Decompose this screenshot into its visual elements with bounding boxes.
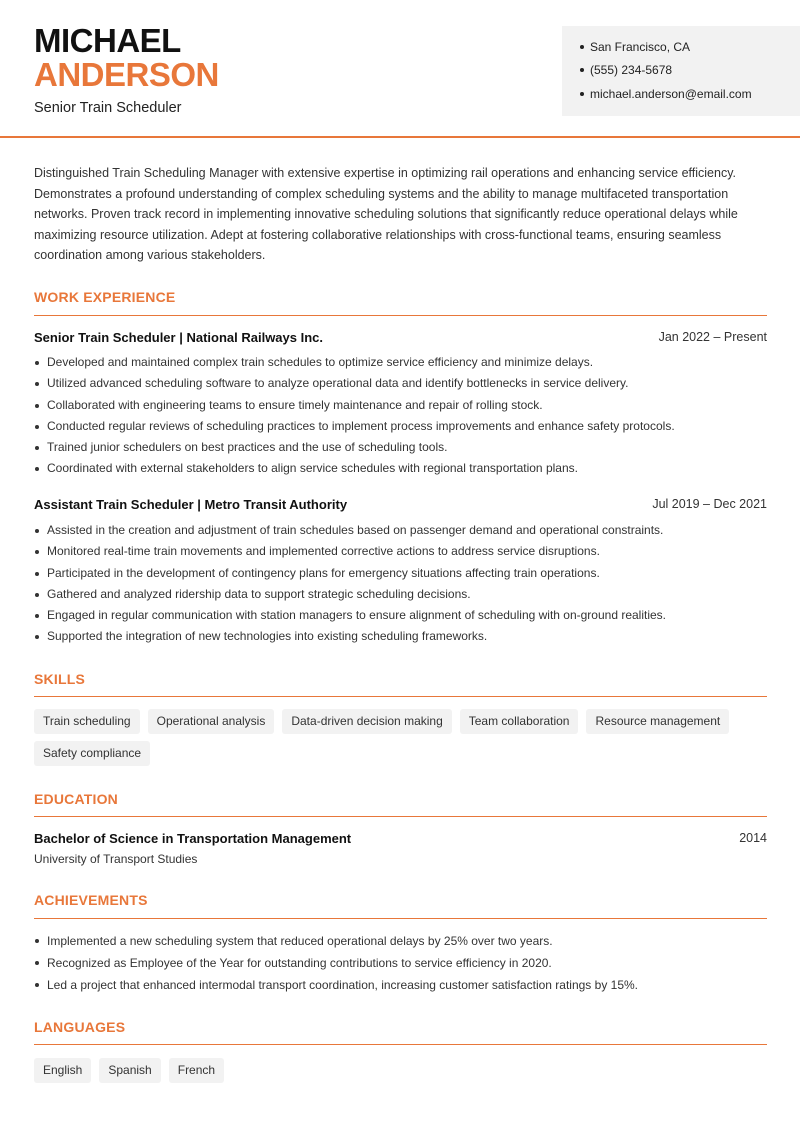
- section-divider: [34, 1044, 767, 1045]
- email-text: michael.anderson@email.com: [590, 87, 752, 101]
- skill-tag: Safety compliance: [34, 741, 150, 766]
- section-divider: [34, 696, 767, 697]
- languages-list: [34, 1058, 767, 1090]
- list-item: Participated in the development of contingency plans for emergency situations affecting train operations.: [34, 563, 767, 584]
- list-item: Supported the integration of new technologies into existing scheduling frameworks.: [34, 626, 767, 647]
- list-item: Developed and maintained complex train schedules to optimize service efficiency and minimize delays.: [34, 352, 767, 373]
- section-divider: [34, 816, 767, 817]
- section-title-languages: LANGUAGES: [34, 1019, 126, 1035]
- job-bullets: [34, 520, 767, 648]
- job-header: [34, 497, 767, 512]
- job-title: Senior Train Scheduler: [34, 100, 182, 116]
- section-title-work: WORK EXPERIENCE: [34, 289, 176, 305]
- list-item: Gathered and analyzed ridership data to support strategic scheduling decisions.: [34, 584, 767, 605]
- skill-tag: Operational analysis: [148, 709, 275, 734]
- location-text: San Francisco, CA: [590, 40, 691, 54]
- skill-tag: Data-driven decision making: [282, 709, 451, 734]
- job-role: Assistant Train Scheduler | Metro Transit Authority: [34, 497, 348, 512]
- list-item: Engaged in regular communication with station managers to ensure alignment of scheduling with on-ground realities.: [34, 605, 767, 626]
- list-item: Coordinated with external stakeholders to align service schedules with regional transportation plans.: [34, 458, 767, 479]
- section-title-achievements: ACHIEVEMENTS: [34, 892, 148, 908]
- skills-list: [34, 709, 767, 773]
- list-item: Recognized as Employee of the Year for outstanding contributions to service efficiency in 2020.: [34, 952, 767, 974]
- job-role: Senior Train Scheduler | National Railways Inc.: [34, 330, 324, 345]
- bullet-icon: [580, 45, 584, 49]
- language-tag: French: [169, 1058, 224, 1083]
- list-item: Collaborated with engineering teams to ensure timely maintenance and repair of rolling stock.: [34, 395, 767, 416]
- skill-tag: Team collaboration: [460, 709, 579, 734]
- job-dates: Jan 2022 – Present: [658, 330, 767, 344]
- job-bullets: [34, 352, 767, 480]
- contact-phone: [580, 63, 672, 77]
- section-divider: [34, 918, 767, 919]
- list-item: Implemented a new scheduling system that reduced operational delays by 25% over two years.: [34, 930, 767, 952]
- contact-location: [580, 40, 690, 54]
- summary: Distinguished Train Scheduling Manager with extensive expertise in optimizing rail operations and enhancing service efficiency. Demonstrates a profound understanding of complex scheduling systems and the ability to manage multifaceted transportation networks. Proven track record in implementing innovative scheduling solutions that significantly reduce operational delays while maximizing resource utilization. Adept at fostering collaborative relationships with cross-functional teams, ensuring seamless coordination among various stakeholders.: [34, 166, 738, 262]
- job-dates: Jul 2019 – Dec 2021: [652, 497, 767, 511]
- contact-email: [580, 87, 752, 101]
- education-school: University of Transport Studies: [34, 852, 198, 866]
- resume-header: [0, 0, 800, 138]
- education-degree: Bachelor of Science in Transportation Management: [34, 831, 352, 846]
- education-year: 2014: [739, 831, 767, 845]
- list-item: Monitored real-time train movements and implemented corrective actions to address service disruptions.: [34, 541, 767, 562]
- phone-text: (555) 234-5678: [590, 63, 673, 77]
- section-title-education: EDUCATION: [34, 791, 118, 807]
- list-item: Trained junior schedulers on best practices and the use of scheduling tools.: [34, 437, 767, 458]
- section-title-skills: SKILLS: [34, 671, 85, 687]
- first-name: MICHAEL: [34, 22, 181, 59]
- language-tag: English: [34, 1058, 91, 1083]
- skill-tag: Resource management: [586, 709, 729, 734]
- education-header: [34, 831, 767, 846]
- job-header: [34, 330, 767, 345]
- skill-tag: Train scheduling: [34, 709, 140, 734]
- last-name: ANDERSON: [34, 56, 219, 93]
- list-item: Conducted regular reviews of scheduling practices to implement process improvements and enhance safety protocols.: [34, 416, 767, 437]
- list-item: Assisted in the creation and adjustment of train schedules based on passenger demand and operational constraints.: [34, 520, 767, 541]
- list-item: Utilized advanced scheduling software to analyze operational data and identify bottlenecks in service delivery.: [34, 373, 767, 394]
- section-divider: [34, 315, 767, 316]
- achievements-list: [34, 930, 767, 996]
- bullet-icon: [580, 92, 584, 96]
- contact-box: [562, 26, 800, 116]
- list-item: Led a project that enhanced intermodal transport coordination, increasing customer satisfaction ratings by 15%.: [34, 974, 767, 996]
- bullet-icon: [580, 68, 584, 72]
- language-tag: Spanish: [99, 1058, 160, 1083]
